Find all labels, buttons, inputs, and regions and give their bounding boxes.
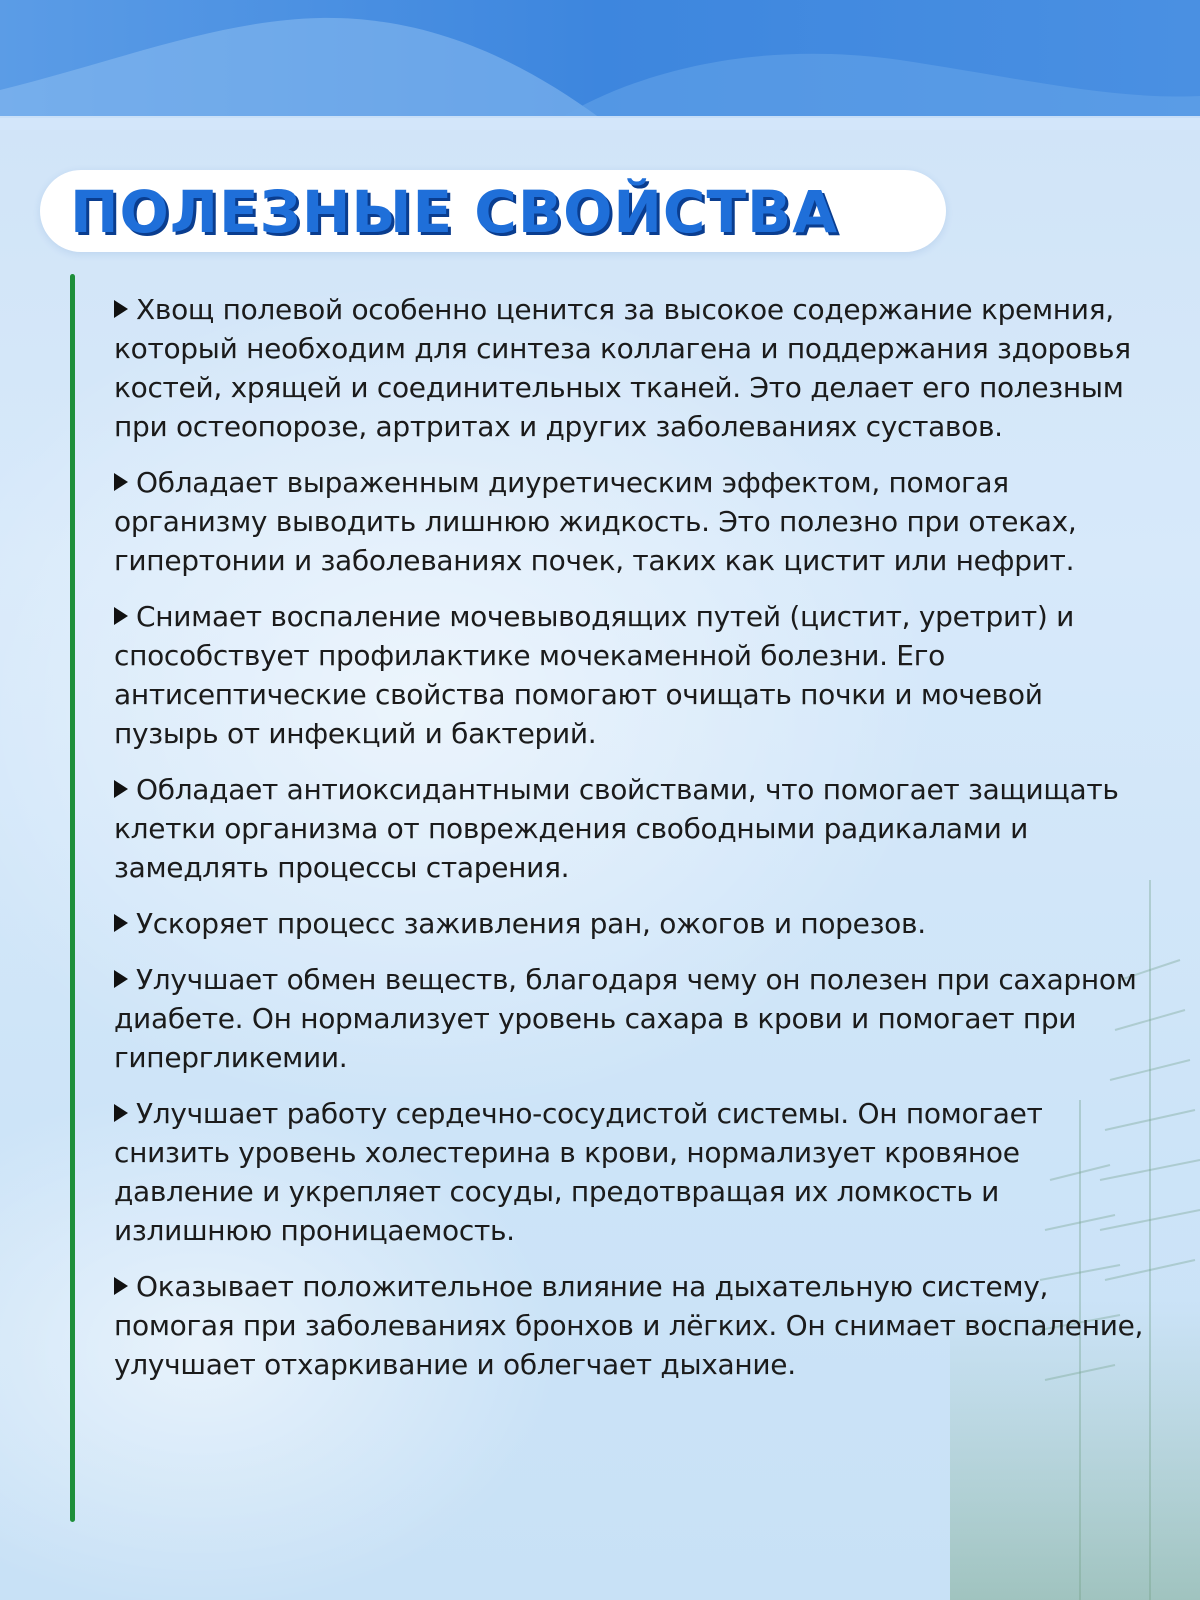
triangle-bullet-icon bbox=[114, 607, 128, 625]
page-title: ПОЛЕЗНЫЕ СВОЙСТВА bbox=[70, 178, 839, 246]
list-item-text: Хвощ полевой особенно ценится за высокое содержание кремния, который необходим для синтеза коллагена и поддержания здоровья костей, хрящей и соединительных тканей. Это делает его полезным при остеопорозе, артритах и других заболеваниях суставов. bbox=[114, 293, 1131, 443]
list-item-text: Обладает выраженным диуретическим эффектом, помогая организму выводить лишнюю жидкость. Это полезно при отеках, гипертонии и заболеваниях почек, таких как цистит или нефрит. bbox=[114, 466, 1077, 577]
triangle-bullet-icon bbox=[114, 970, 128, 988]
accent-bar bbox=[70, 274, 75, 1522]
list-item bbox=[114, 904, 1154, 943]
list-item-text: Улучшает работу сердечно-сосудистой системы. Он помогает снизить уровень холестерина в крови, нормализует кровяное давление и укрепляет сосуды, предотвращая их ломкость и излишнюю проницаемость. bbox=[114, 1097, 1043, 1247]
list-item-text: Оказывает положительное влияние на дыхательную систему, помогая при заболеваниях бронхов и лёгких. Он снимает воспаление, улучшает отхаркивание и облегчает дыхание. bbox=[114, 1270, 1144, 1381]
benefits-list bbox=[114, 290, 1154, 1401]
list-item bbox=[114, 1094, 1154, 1250]
triangle-bullet-icon bbox=[114, 473, 128, 491]
list-item bbox=[114, 463, 1154, 580]
triangle-bullet-icon bbox=[114, 914, 128, 932]
header-wave-band bbox=[0, 0, 1200, 130]
list-item-text: Снимает воспаление мочевыводящих путей (цистит, уретрит) и способствует профилактике мочекаменной болезни. Его антисептические свойства помогают очищать почки и мочевой пузырь от инфекций и бактерий. bbox=[114, 600, 1075, 750]
title-banner bbox=[40, 170, 946, 252]
triangle-bullet-icon bbox=[114, 1104, 128, 1122]
list-item bbox=[114, 597, 1154, 753]
list-item-text: Обладает антиоксидантными свойствами, что помогает защищать клетки организма от повреждения свободными радикалами и замедлять процессы старения. bbox=[114, 773, 1119, 884]
list-item bbox=[114, 290, 1154, 446]
list-item bbox=[114, 1267, 1154, 1384]
list-item-text: Ускоряет процесс заживления ран, ожогов и порезов. bbox=[136, 907, 926, 940]
list-item bbox=[114, 770, 1154, 887]
list-item-text: Улучшает обмен веществ, благодаря чему он полезен при сахарном диабете. Он нормализует уровень сахара в крови и помогает при гипергликемии. bbox=[114, 963, 1137, 1074]
triangle-bullet-icon bbox=[114, 1277, 128, 1295]
triangle-bullet-icon bbox=[114, 300, 128, 318]
triangle-bullet-icon bbox=[114, 780, 128, 798]
list-item bbox=[114, 960, 1154, 1077]
